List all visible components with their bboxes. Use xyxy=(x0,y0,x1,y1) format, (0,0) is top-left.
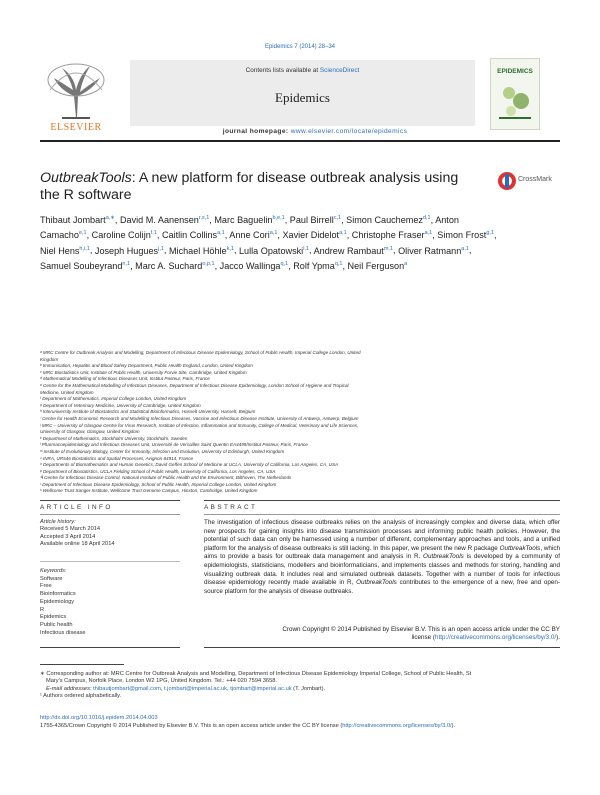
author-affiliation-marker[interactable]: g,1 xyxy=(486,230,494,237)
author-name: Marc A. Suchard xyxy=(135,260,203,271)
author-21[interactable] xyxy=(293,261,342,271)
author-name: Andrew Rambaut xyxy=(313,245,384,256)
issn-license-link[interactable]: http://creativecommons.org/licenses/by/3.0/ xyxy=(342,722,452,729)
history-label: Article history: xyxy=(40,519,76,525)
author-7[interactable] xyxy=(162,230,225,240)
crossmark-badge[interactable] xyxy=(496,170,556,192)
header-rule xyxy=(40,140,560,142)
contents-line xyxy=(130,67,475,74)
affiliation-line: ⁱ Centre for Health Economic Research and Modelling Infectious Diseases, Vaccine and Infectious Disease Institute, University of Antwerp, Antwerp, Belgium xyxy=(40,415,359,421)
journal-homepage xyxy=(170,128,460,135)
elsevier-wordmark: ELSEVIER xyxy=(50,122,102,133)
author-6[interactable] xyxy=(92,230,157,240)
abstract-end-rule xyxy=(204,647,560,648)
affiliation-line: ʲ MRC – University of Glasgow Centre for Virus Research, Institute of Infection, Inflammation and Immunity, College of Medical, Veterinary and Life Sciences, xyxy=(40,422,359,428)
abstract-package-1: OutbreakTools xyxy=(499,544,541,552)
author-affiliation-marker[interactable]: a,∗ xyxy=(105,215,115,221)
author-affiliation-marker[interactable]: m,1 xyxy=(383,245,394,252)
contents-prefix: Contents lists available at xyxy=(245,67,320,74)
author-name: Simon Frost xyxy=(437,230,487,241)
sciencedirect-link[interactable]: ScienceDirect xyxy=(319,67,360,74)
affiliation-line: Medicine, United Kingdom xyxy=(40,389,94,395)
email-suffix: (T. Jombart). xyxy=(291,685,326,692)
affiliation-line: ᶠ Department of Mathematics, Imperial College London, United Kingdom xyxy=(40,396,187,402)
affiliation-line: ᶜ MRC Biostatistics Unit, Institute of Public Health, University Forvie Site, Cambridge, United Kingdom xyxy=(40,369,247,375)
article-history xyxy=(40,519,180,548)
affiliation-line: University of Glasgow, Glasgow, United Kingdom xyxy=(40,429,140,435)
author-affiliation-marker[interactable]: a,1 xyxy=(339,230,347,237)
email-line: E-mail addresses: thibautjombart@gmail.com, t.jombart@imperial.ac.uk, tjombart@imperial.ac.uk (T. Jombart). xyxy=(46,685,326,692)
keyword-item: Epidemics xyxy=(40,614,67,621)
author-affiliation-marker[interactable]: f,1 xyxy=(150,230,157,237)
affiliation-line: ᵍ Department of Veterinary Medicine, University of Cambridge, United Kingdom xyxy=(40,402,201,408)
info-end-rule xyxy=(40,647,180,648)
doi-block xyxy=(40,715,560,730)
author-22[interactable] xyxy=(348,261,408,271)
author-name: Xavier Didelot xyxy=(282,230,340,241)
affiliation-line: ˢ Wellcome Trust Sanger Institute, Wellcome Trust Genome Campus, Hinxton, Cambridge, United Kingdom xyxy=(40,488,258,494)
homepage-label: journal homepage: xyxy=(222,128,291,135)
author-name: Caroline Colijn xyxy=(91,230,151,241)
keyword-item: Free xyxy=(40,583,52,590)
cover-art-icon xyxy=(497,81,533,121)
author-name: David M. Aanensen xyxy=(119,215,199,226)
keywords-label: Keywords: xyxy=(40,568,67,574)
article-info-heading: ARTICLE INFO xyxy=(40,504,113,511)
article-info-subrule xyxy=(40,514,180,515)
history-keywords-rule xyxy=(40,561,180,562)
keyword-item: Public health xyxy=(40,621,73,628)
author-4[interactable] xyxy=(346,215,430,225)
affiliation-line: ʰ Interuniversity Institute of Biostatistics and Statistical Bioinformatics, Hasselt University, Hasselt, Belgium xyxy=(40,409,256,415)
abstract-package-2: OutbreakTools xyxy=(423,553,464,561)
author-name: Anne Cori xyxy=(229,230,270,241)
abstract-part-1: The investigation of infectious disease outbreaks relies on the analysis of increasingly complex and diverse data, which offer new prospects for gaining insights into disease transmission processes and informing public health policies. However, the potential of such data can only be harnessed using a number of different, complementary approaches and tools, and a unified platform for the analysis of disease outbreaks is still lacking. In this paper, we present the new R package xyxy=(204,519,560,552)
crossmark-label: CrossMark xyxy=(518,176,552,183)
affiliation-line: ᵈ Mathematical Modelling of Infectious Diseases Unit, Institut Pasteur, Paris, France xyxy=(40,376,210,382)
cover-title: EPIDEMICS xyxy=(497,68,533,75)
author-affiliation-marker[interactable]: a,1 xyxy=(461,245,469,252)
journal-cover-image xyxy=(490,58,540,130)
license-line xyxy=(204,634,560,642)
license-prefix: license ( xyxy=(411,634,436,642)
author-affiliation-marker[interactable]: a,1 xyxy=(217,230,225,237)
license-suffix: ). xyxy=(556,634,560,642)
author-affiliation-marker[interactable]: r,s,1 xyxy=(198,215,210,221)
affiliation-line: ᵉ Centre for the Mathematical Modelling of Infectious Diseases, Department of Infectious Disease Epidemiology, London School of Hygiene and Tropical xyxy=(40,382,349,388)
author-affiliation-marker[interactable]: o,p,1 xyxy=(202,260,215,267)
issn-line xyxy=(40,723,560,731)
keyword-item: Infectious disease xyxy=(40,629,86,636)
author-14[interactable] xyxy=(169,246,234,256)
affiliation-line: ᵃ MRC Centre for Outbreak Analysis and Modelling, Department of Infectious Disease Epidemiology, School of Public Health, Imperial College London, United xyxy=(40,350,361,355)
abstract-heading: ABSTRACT xyxy=(204,504,258,511)
affiliation-line: ᵇ Immunisation, Hepatitis and Blood Safety Department, Public Health England, London, United Kingdom xyxy=(40,363,253,369)
author-affiliation-marker[interactable]: a,1 xyxy=(424,230,433,237)
author-affiliation-marker[interactable]: c,1 xyxy=(333,215,342,221)
author-name: Simon Cauchemez xyxy=(346,215,423,226)
received-date: Received 5 March 2014 xyxy=(40,526,101,533)
author-affiliation-marker[interactable]: q,1 xyxy=(280,260,289,267)
author-name: Anton Camacho xyxy=(40,215,459,241)
keyword-item: R xyxy=(40,606,45,613)
author-affiliation-marker[interactable]: l,1 xyxy=(303,245,310,252)
author-19[interactable] xyxy=(135,261,214,271)
author-affiliation-marker[interactable]: n,1 xyxy=(122,260,131,267)
homepage-link[interactable]: www.elsevier.com/locate/epidemics xyxy=(290,128,408,135)
author-affiliation-marker[interactable]: e,1 xyxy=(78,230,87,237)
author-name: Marc Baguelin xyxy=(214,215,273,226)
author-affiliation-marker[interactable]: q,1 xyxy=(334,260,343,267)
journal-name: Epidemics xyxy=(275,90,330,105)
article-title xyxy=(40,170,480,204)
abstract-package-3: OutbreakTools xyxy=(356,579,397,587)
author-name: Caitlin Collins xyxy=(161,230,218,241)
author-name: Thibaut Jombart xyxy=(40,215,106,226)
abstract-subrule xyxy=(204,514,560,515)
author-affiliation-marker[interactable]: a xyxy=(404,260,408,267)
footnotes xyxy=(40,671,560,700)
author-11[interactable] xyxy=(437,230,494,240)
author-name: Niel Hens xyxy=(40,245,80,256)
keyword-item: Bioinformatics xyxy=(40,591,76,598)
author-17[interactable] xyxy=(398,246,469,256)
elsevier-tree-logo xyxy=(40,60,112,130)
author-affiliation-marker[interactable]: a,1 xyxy=(269,230,278,237)
email-link-2[interactable]: t.jombart@imperial.ac.uk xyxy=(164,685,228,692)
author-20[interactable] xyxy=(220,261,288,271)
title-rest: : A new platform for disease outbreak analysis using the R software xyxy=(40,170,459,203)
issn-suffix: ). xyxy=(451,722,456,729)
affiliation-line: ᵐ Institute of Evolutionary Biology, Center for Immunity, Infection and Evolution, University of Edinburgh, United Kingdom xyxy=(40,448,285,454)
copyright-statement xyxy=(204,626,560,643)
abstract-rule xyxy=(204,500,560,501)
corresponding-author-note: ∗ Corresponding author at: MRC Centre for Outbreak Analysis and Modelling, Department of Infectious Disease Epidemiology Imperial College, School of Public Health, St xyxy=(40,671,472,677)
corresponding-author-address: Mary's Campus, Norfolk Place, London W2 1PG, United Kingdom. Tel.: +44 020 7594 3658. xyxy=(46,678,277,685)
affiliation-line: Kingdom xyxy=(40,356,59,362)
author-name: Christophe Fraser xyxy=(351,230,425,241)
affiliation-line: ⁿ INRA, UR546 Biostatistics and Spatial Processes, Avignon 84914, France xyxy=(40,455,194,461)
email-link-3[interactable]: tjombart@imperial.ac.uk xyxy=(230,685,292,692)
abstract-part-4: contributes to the emergence of a new, free and open-source platform for the analysis of disease outbreaks. xyxy=(204,579,560,595)
email-label: E-mail addresses: xyxy=(46,685,94,692)
author-name: Neil Ferguson xyxy=(347,260,405,271)
author-0[interactable] xyxy=(40,215,115,225)
title-package-name: OutbreakTools xyxy=(40,170,132,186)
author-12[interactable] xyxy=(40,246,90,256)
author-name: Samuel Soubeyrand xyxy=(40,260,123,271)
keyword-item: Epidemiology xyxy=(40,598,75,605)
keywords-block xyxy=(40,568,180,637)
abstract-part-3: is developed by a community of epidemiologists, statisticians, modellers and bioinformaticians, and implements classes and methods for storing, handling and visualizing outbreak data. It includes real and simulated outbreak datasets. Together with a number of tools for infectious disease epidemiology recently made available in R, xyxy=(204,553,560,587)
abstract-text xyxy=(204,519,560,596)
author-name: Rolf Ypma xyxy=(293,260,335,271)
online-date: Available online 18 April 2014 xyxy=(40,540,115,547)
alphabetical-note: ¹ Authors ordered alphabetically. xyxy=(40,692,122,699)
article-info-rule xyxy=(40,500,180,501)
email-link-1[interactable]: thibautjombart@gmail.com xyxy=(93,685,161,692)
footnote-rule xyxy=(40,664,124,665)
author-affiliation-marker[interactable]: d,1 xyxy=(422,215,431,221)
journal-citation[interactable]: Epidemics 7 (2014) 28–34 xyxy=(264,44,336,50)
author-name: Paul Birrell xyxy=(289,215,334,226)
affiliation-line: ᵏ Department of Mathematics, Stockholm University, Stockholm, Sweden xyxy=(40,435,188,441)
keyword-item: Software xyxy=(40,575,63,582)
author-name: Jacco Wallinga xyxy=(219,260,281,271)
author-affiliation-marker[interactable]: h,i,1 xyxy=(79,245,90,252)
license-link[interactable]: http://creativecommons.org/licenses/by/3.0/ xyxy=(435,634,557,642)
author-list: Thibaut Jombart$^{a,∗}$, David M. Aanensen$^{r,s,1}$, Marc Baguelin$^{b,e,1}$, Paul Birrell$^{c,1}$, Simon Cauchemez$^{d,1}$, Anton Camacho$^{e,1}$, Caroline Colijn$^{f,1}$, Caitlin Collins$^{a,1}$, Anne Cori$^{a,1}$, Xavier Didelot$^{a,1}$, Christophe Fraser$^{a,1}$, Simon Frost$^{g,1}$, Niel Hens$^{h,i,1}$, Joseph Hugues$^{j,1}$, Michael Höhle$^{k,1}$, Lulla Opatowski$^{l,1}$, Andrew Rambaut$^{m,1}$, Oliver Ratmann$^{a,1}$, Samuel Soubeyrand$^{n,1}$, Marc A. Suchard$^{o,p,1}$, Jacco Wallinga$^{q,1}$, Rolf Ypma$^{q,1}$, Neil Ferguson$^a$ xyxy=(40,215,497,271)
author-16[interactable] xyxy=(314,246,393,256)
author-13[interactable] xyxy=(95,246,164,256)
affiliation-line: ˡ Pharmacoepidemiology and Infectious Diseases Unit, Université de Versailles Saint Quentin EA4499/Institut Pasteur, Paris, France xyxy=(40,442,308,448)
doi-link[interactable]: http://dx.doi.org/10.1016/j.epidem.2014.04.003 xyxy=(40,715,158,721)
affiliation-line: ʳ Department of Infectious Disease Epidemiology, School of Public Health, Imperial College London, United Kingdom xyxy=(40,481,277,487)
author-3[interactable] xyxy=(290,215,341,225)
issn-prefix: 1755-4365/Crown Copyright © 2014 Published by Elsevier B.V. This is an open access article under the CC BY license ( xyxy=(40,722,343,729)
author-18[interactable] xyxy=(40,261,130,271)
copyright-line: Crown Copyright © 2014 Published by Elsevier B.V. This is an open access article under the CC BY xyxy=(282,626,560,633)
author-name: Joseph Hugues xyxy=(94,245,159,256)
author-affiliation-marker[interactable]: k,1 xyxy=(226,245,234,252)
journal-header xyxy=(130,60,475,126)
author-9[interactable] xyxy=(282,230,346,240)
author-15[interactable] xyxy=(239,246,309,256)
author-affiliation-marker[interactable]: b,e,1 xyxy=(272,215,285,221)
author-name: Oliver Ratmann xyxy=(398,245,462,256)
author-10[interactable] xyxy=(352,230,432,240)
author-name: Michael Höhle xyxy=(168,245,227,256)
affiliation-list xyxy=(40,350,560,495)
author-8[interactable] xyxy=(229,230,277,240)
affiliation-line: ᑫ Centre for Infectious Disease Control, National Institute of Public Health and the Environment, Bilthoven, The Netherlands xyxy=(40,475,292,481)
author-name: Lulla Opatowski xyxy=(239,245,304,256)
author-1[interactable] xyxy=(120,215,209,225)
accepted-date: Accepted 3 April 2014 xyxy=(40,533,96,540)
abstract-part-2: , which aims to provide a basis for outbreak data management and analysis in R. xyxy=(204,544,560,561)
author-2[interactable] xyxy=(214,215,284,225)
affiliation-line: ᵒ Departments of Biomathematics and Human Genetics, David Geffen School of Medicine at UCLA, University of California, Los Angeles, CA, USA xyxy=(40,462,339,468)
affiliation-line: ᵖ Department of Biostatistics, UCLA Fielding School of Public Health, University of California, Los Angeles, CA, USA xyxy=(40,468,276,474)
author-affiliation-marker[interactable]: j,1 xyxy=(158,245,164,252)
